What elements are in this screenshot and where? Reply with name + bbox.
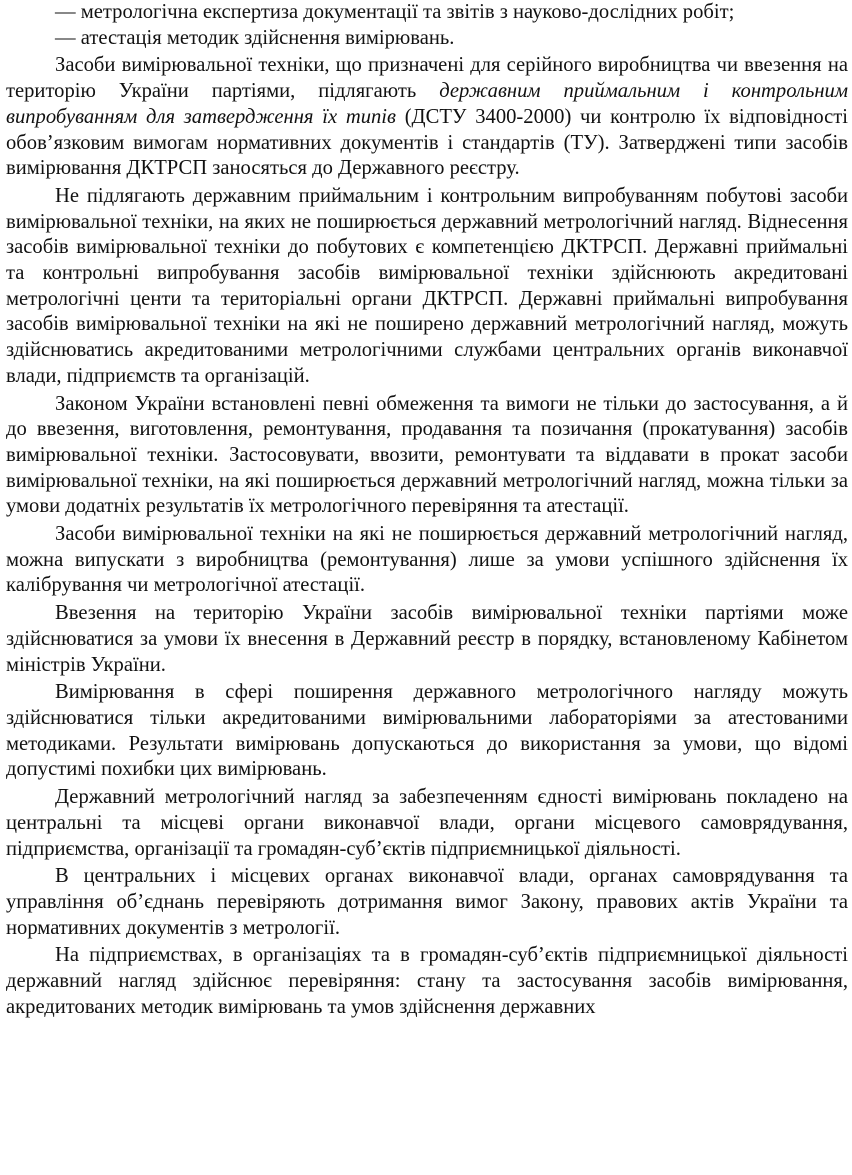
paragraph-text: Засоби вимірювальної техніки, що призначені для серійного виробництва чи ввезення на територію України партіями, підлягають [6, 54, 848, 103]
list-item: — метрологічна експертиза документації та звітів з науково-дослідних робіт; [55, 1, 735, 23]
paragraph: Засоби вимірювальної техніки на які не поширюється державний метрологічний нагляд, можна випускати з виробництва (ремонтування) лише за умови успішного здійснення їх калібрування чи метрологічної атестації. [6, 523, 848, 597]
paragraph: Законом України встановлені певні обмеження та вимоги не тільки до застосування, а й до ввезення, виготовлення, ремонтування, продавання та позичання (прокатування) засобів вимірювальної техніки. Застосовувати, ввозити, ремонтувати та віддавати в прокат засоби вимірювальної техніки, на які поширюється державний метрологічний нагляд, можна тільки за умови додатніх результатів їх метрологічного перевіряння та атестації. [6, 392, 848, 518]
paragraph-text: (ДСТУ 3400-2000) чи контролю їх відповідності обов’язковим вимогам нормативних документів і стандартів (ТУ). Затверджені типи засобів вимірювання ДКТРСП заносяться до Державного реєстру. [6, 105, 848, 180]
paragraph [6, 53, 848, 182]
paragraph: На підприємствах, в організаціях та в громадян-суб’єктів підприємницької діяльності державний нагляд здійснює перевіряння: стану та застосування засобів вимірювання, акредитованих методик вимірювань та умов здійснення державних [6, 944, 848, 1018]
paragraph: Державний метрологічний нагляд за забезпеченням єдності вимірювань покладено на центральні та місцеві органи виконавчої влади, органи місцевого самоврядування, підприємства, організації та громадян-суб’єктів підприємницької діяльності. [6, 786, 848, 860]
list-item: — атестація методик здійснення вимірювань. [55, 26, 455, 49]
paragraph: В центральних і місцевих органах виконавчої влади, органах самоврядування та управління об’єднань перевіряють дотримання вимог Закону, правових актів України та нормативних документів з метрології. [6, 865, 848, 939]
emphasized-text: державним приймальним і контрольним випробуванням для затвердження їх типів [6, 80, 848, 128]
document-page [6, 0, 848, 1175]
paragraph: Не підлягають державним приймальним і контрольним випробуванням побутові засоби вимірювальної техніки, на яких не поширюється державний метрологічний нагляд. Віднесення засобів вимірювальної техніки до побутових є компетенцією ДКТРСП. Державні приймальні та контрольні випробування засобів вимірювальної техніки здійснюють акредитовані метрологічні центи та територіальні органи ДКТРСП. Державні приймальні випробування засобів вимірювальної техніки на які не поширено державний метрологічний нагляд, можуть здійснюватись акредитованими метрологічними службами центральних органів виконавчої влади, підприємств та організацій. [6, 184, 848, 387]
paragraph: Вимірювання в сфері поширення державного метрологічного нагляду можуть здійснюватися тільки акредитованими вимірювальними лабораторіями за атестованими методиками. Результати вимірювань допускаються до використання за умови, що відомі допустимі похибки цих вимірювань. [6, 681, 848, 781]
paragraph: Ввезення на територію України засобів вимірювальної техніки партіями може здійснюватися за умови їх внесення в Державний реєстр в порядку, встановленому Кабінетом міністрів України. [6, 602, 848, 676]
